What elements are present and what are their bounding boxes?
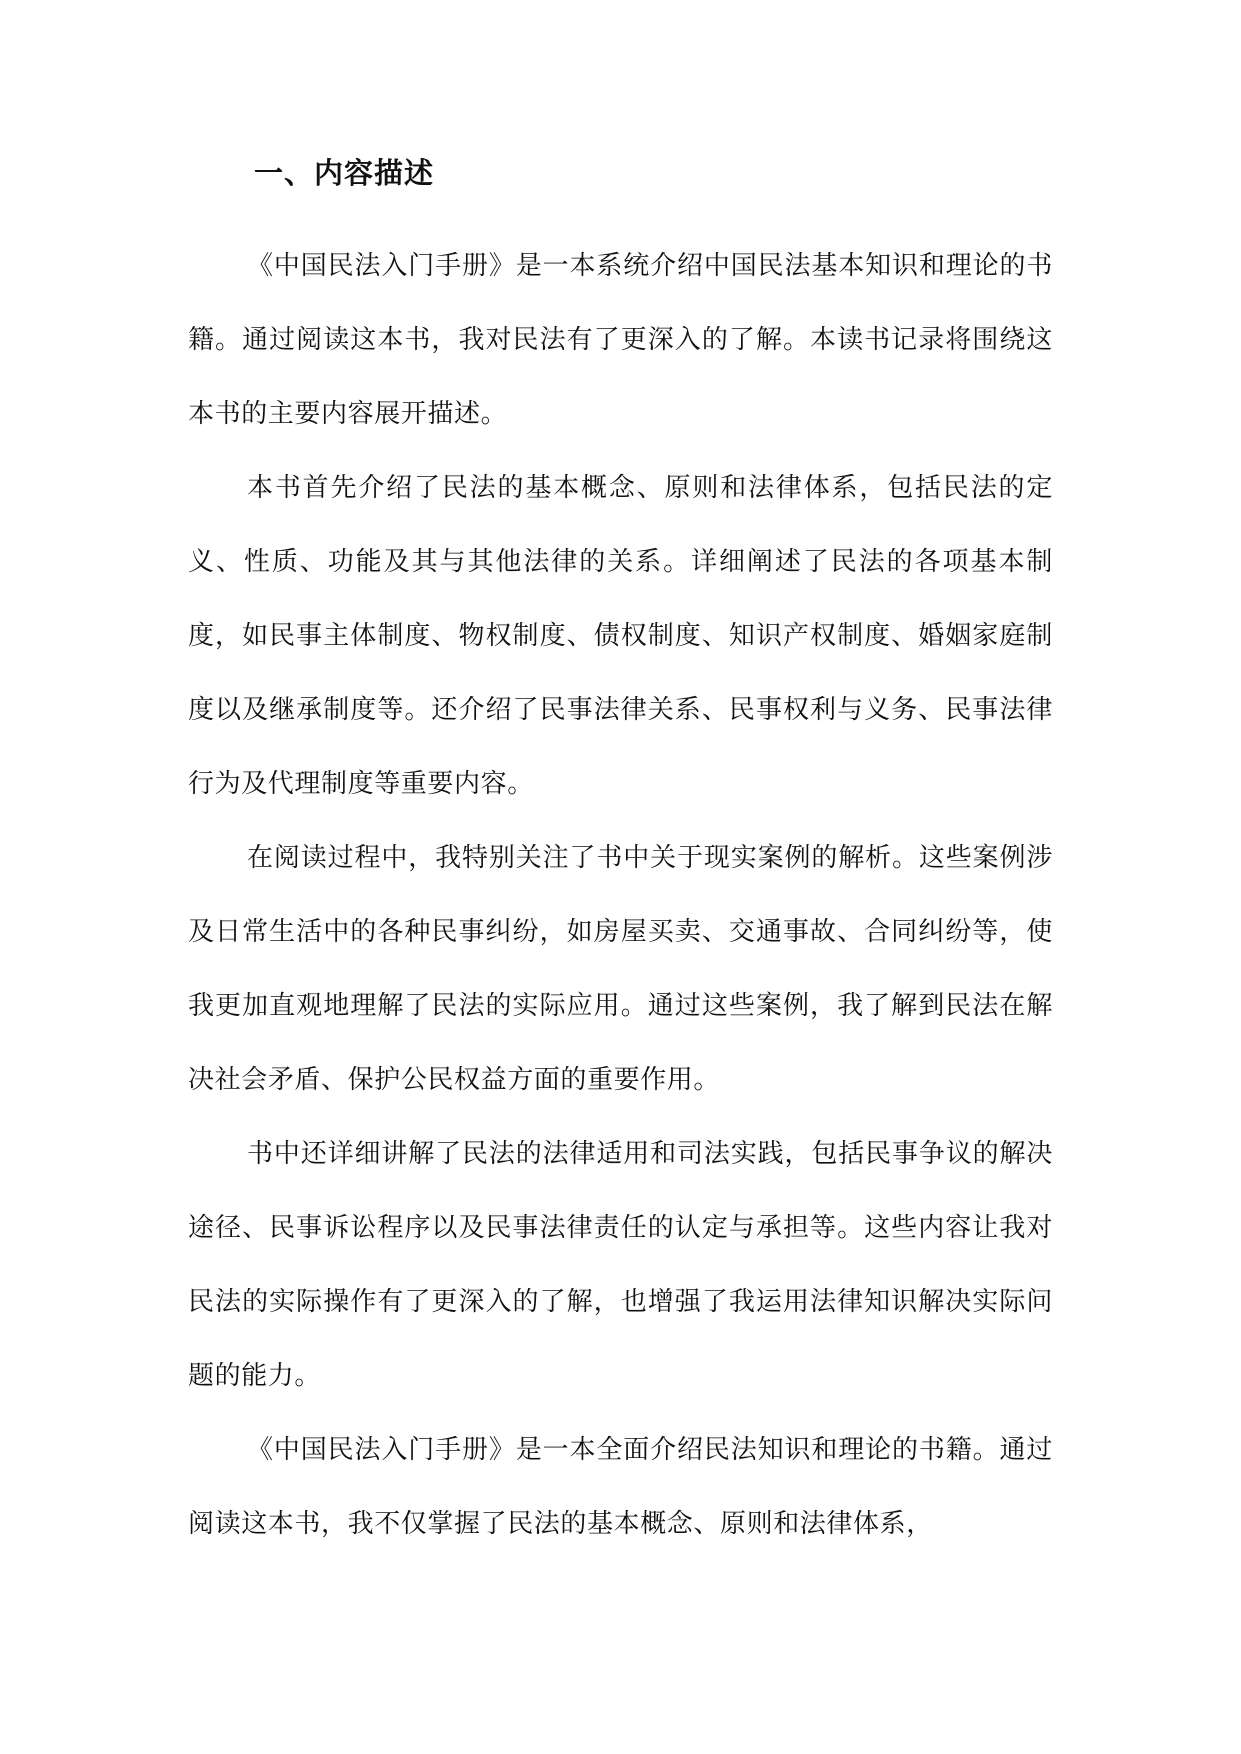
- paragraph-5: 《中国民法入门手册》是一本全面介绍民法知识和理论的书籍。通过阅读这本书，我不仅掌握了民法的基本概念、原则和法律体系，: [188, 1435, 1053, 1539]
- paragraph-3: 在阅读过程中，我特别关注了书中关于现实案例的解析。这些案例涉及日常生活中的各种民事纠纷，如房屋买卖、交通事故、合同纠纷等，使我更加直观地理解了民法的实际应用。通过这些案例，我了解到民法在解决社会矛盾、保护公民权益方面的重要作用。: [188, 843, 1053, 1095]
- paragraph-1: 《中国民法入门手册》是一本系统介绍中国民法基本知识和理论的书籍。通过阅读这本书，我对民法有了更深入的了解。本读书记录将围绕这本书的主要内容展开描述。: [188, 251, 1053, 429]
- section-heading: 一、内容描述: [254, 156, 435, 190]
- paragraph-2: 本书首先介绍了民法的基本概念、原则和法律体系，包括民法的定义、性质、功能及其与其他法律的关系。详细阐述了民法的各项基本制度，如民事主体制度、物权制度、债权制度、知识产权制度、婚姻家庭制度以及继承制度等。还介绍了民事法律关系、民事权利与义务、民事法律行为及代理制度等重要内容。: [188, 473, 1053, 799]
- body-text: [188, 229, 1053, 1561]
- paragraph-4: 书中还详细讲解了民法的法律适用和司法实践，包括民事争议的解决途径、民事诉讼程序以及民事法律责任的认定与承担等。这些内容让我对民法的实际操作有了更深入的了解，也增强了我运用法律知识解决实际问题的能力。: [188, 1139, 1053, 1391]
